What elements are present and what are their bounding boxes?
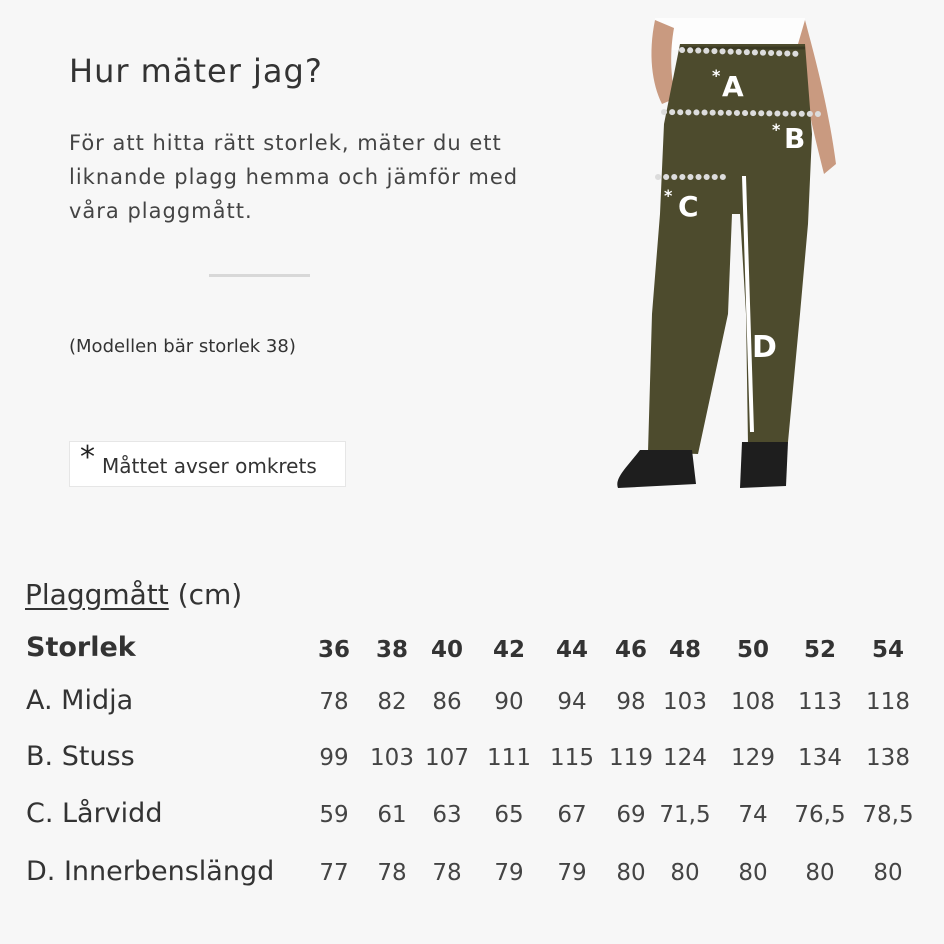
table-cell: 69 xyxy=(616,802,646,828)
marker-star-c: * xyxy=(664,186,673,205)
table-cell: 82 xyxy=(377,689,407,715)
footnote-text: Måttet avser omkrets xyxy=(102,454,317,478)
table-cell: 80 xyxy=(873,860,903,886)
table-title-unit: (cm) xyxy=(168,578,243,611)
page-title: Hur mäter jag? xyxy=(69,52,323,90)
table-cell: 94 xyxy=(557,689,587,715)
marker-star-b: * xyxy=(772,120,781,139)
table-title xyxy=(25,578,242,611)
size-header-cell: 48 xyxy=(668,637,702,663)
marker-b: B xyxy=(784,122,806,155)
table-cell: 103 xyxy=(370,745,414,771)
table-cell: 113 xyxy=(798,689,842,715)
left-shoe-shape xyxy=(617,450,696,488)
table-row-label: A. Midja xyxy=(26,685,134,716)
table-cell: 80 xyxy=(670,860,700,886)
table-cell: 108 xyxy=(731,689,775,715)
table-cell: 115 xyxy=(550,745,594,771)
size-header-label: Storlek xyxy=(26,632,136,663)
table-cell: 61 xyxy=(377,802,407,828)
table-cell: 78 xyxy=(377,860,407,886)
table-cell: 86 xyxy=(432,689,462,715)
table-cell: 99 xyxy=(319,745,349,771)
table-cell: 103 xyxy=(663,689,707,715)
pants-illustration xyxy=(600,14,860,494)
size-header-cell: 40 xyxy=(430,637,464,663)
table-cell: 138 xyxy=(866,745,910,771)
marker-star-a: * xyxy=(712,66,721,85)
table-cell: 77 xyxy=(319,860,349,886)
size-header-cell: 52 xyxy=(803,637,837,663)
footnote-box xyxy=(69,441,346,487)
pants-shape xyxy=(648,44,812,454)
table-cell: 78,5 xyxy=(862,802,914,828)
intro-text: För att hitta rätt storlek, mäter du ett liknande plagg hemma och jämför med våra plaggmått. xyxy=(69,131,519,223)
table-cell: 67 xyxy=(557,802,587,828)
table-cell: 98 xyxy=(616,689,646,715)
table-cell: 119 xyxy=(609,745,653,771)
table-row-label: D. Innerbenslängd xyxy=(26,856,275,887)
size-header-cell: 38 xyxy=(375,637,409,663)
table-cell: 134 xyxy=(798,745,842,771)
table-cell: 111 xyxy=(487,745,531,771)
table-cell: 79 xyxy=(494,860,524,886)
table-cell: 80 xyxy=(805,860,835,886)
marker-d: D xyxy=(752,330,777,365)
table-row-label: C. Lårvidd xyxy=(26,798,163,829)
table-cell: 80 xyxy=(616,860,646,886)
table-cell: 78 xyxy=(319,689,349,715)
size-header-cell: 44 xyxy=(555,637,589,663)
table-cell: 65 xyxy=(494,802,524,828)
right-shoe-shape xyxy=(740,442,788,488)
table-cell: 63 xyxy=(432,802,462,828)
size-header-cell: 50 xyxy=(736,637,770,663)
table-row-label: B. Stuss xyxy=(26,741,135,772)
table-cell: 90 xyxy=(494,689,524,715)
table-title-main: Plaggmått xyxy=(25,578,169,611)
table-cell: 76,5 xyxy=(794,802,846,828)
table-cell: 124 xyxy=(663,745,707,771)
table-cell: 74 xyxy=(738,802,768,828)
table-cell: 80 xyxy=(738,860,768,886)
size-header-cell: 46 xyxy=(614,637,648,663)
table-cell: 118 xyxy=(866,689,910,715)
asterisk-icon: * xyxy=(80,440,95,475)
model-size-note: (Modellen bär storlek 38) xyxy=(69,336,296,357)
table-cell: 59 xyxy=(319,802,349,828)
size-header-cell: 54 xyxy=(871,637,905,663)
table-cell: 71,5 xyxy=(659,802,711,828)
marker-a: A xyxy=(722,70,744,103)
divider xyxy=(209,274,310,277)
table-cell: 129 xyxy=(731,745,775,771)
table-cell: 79 xyxy=(557,860,587,886)
marker-c: C xyxy=(678,190,699,223)
table-cell: 107 xyxy=(425,745,469,771)
size-header-cell: 42 xyxy=(492,637,526,663)
table-cell: 78 xyxy=(432,860,462,886)
size-header-cell: 36 xyxy=(317,637,351,663)
